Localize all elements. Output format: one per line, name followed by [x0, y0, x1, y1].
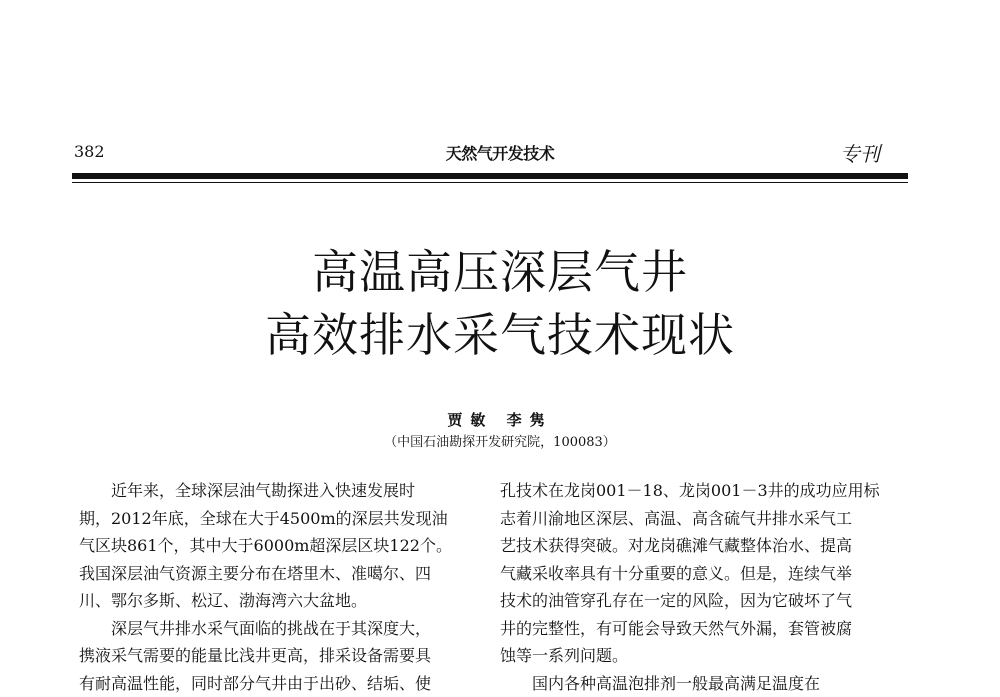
body-column-left [79, 477, 471, 697]
body-line: 井的完整性，有可能会导致天然气外漏，套管被腐 [500, 615, 892, 643]
body-line: 志着川渝地区深层、高温、高含硫气井排水采气工 [500, 505, 892, 533]
article-authors: 贾敏 李隽 [0, 409, 1000, 430]
header-rule-thin [72, 182, 908, 183]
header-rule-thick [72, 173, 908, 179]
article-affiliation: （中国石油勘探开发研究院，100083） [0, 431, 1000, 450]
body-line: 有耐高温性能，同时部分气井由于出砂、结垢、使 [79, 670, 471, 697]
issue-label: 专刊 [840, 138, 880, 167]
article-title-line-2: 高效排水采气技术现状 [0, 312, 1000, 358]
journal-name: 天然气开发技术 [400, 141, 600, 164]
body-line: 深层气井排水采气面临的挑战在于其深度大， [79, 615, 471, 643]
article-title-line-1: 高温高压深层气井 [0, 249, 1000, 295]
body-line: 携液采气需要的能量比浅井更高，排采设备需要具 [79, 642, 471, 670]
body-column-right [500, 477, 892, 697]
body-line: 艺技术获得突破。对龙岗礁滩气藏整体治水、提高 [500, 532, 892, 560]
body-line: 期，2012年底，全球在大于4500m的深层共发现油 [79, 505, 471, 533]
body-line: 我国深层油气资源主要分布在塔里木、准噶尔、四 [79, 560, 471, 588]
body-line: 气区块861个，其中大于6000m超深层区块122个。 [79, 532, 471, 560]
body-line: 气藏采收率具有十分重要的意义。但是，连续气举 [500, 560, 892, 588]
body-line: 近年来，全球深层油气勘探进入快速发展时 [79, 477, 471, 505]
body-line: 川、鄂尔多斯、松辽、渤海湾六大盆地。 [79, 587, 471, 615]
body-line: 蚀等一系列问题。 [500, 642, 892, 670]
body-line: 孔技术在龙岗001－18、龙岗001－3井的成功应用标 [500, 477, 892, 505]
page-number: 382 [74, 142, 105, 161]
body-line: 技术的油管穿孔存在一定的风险，因为它破坏了气 [500, 587, 892, 615]
body-line: 国内各种高温泡排剂一般最高满足温度在 [500, 670, 892, 697]
